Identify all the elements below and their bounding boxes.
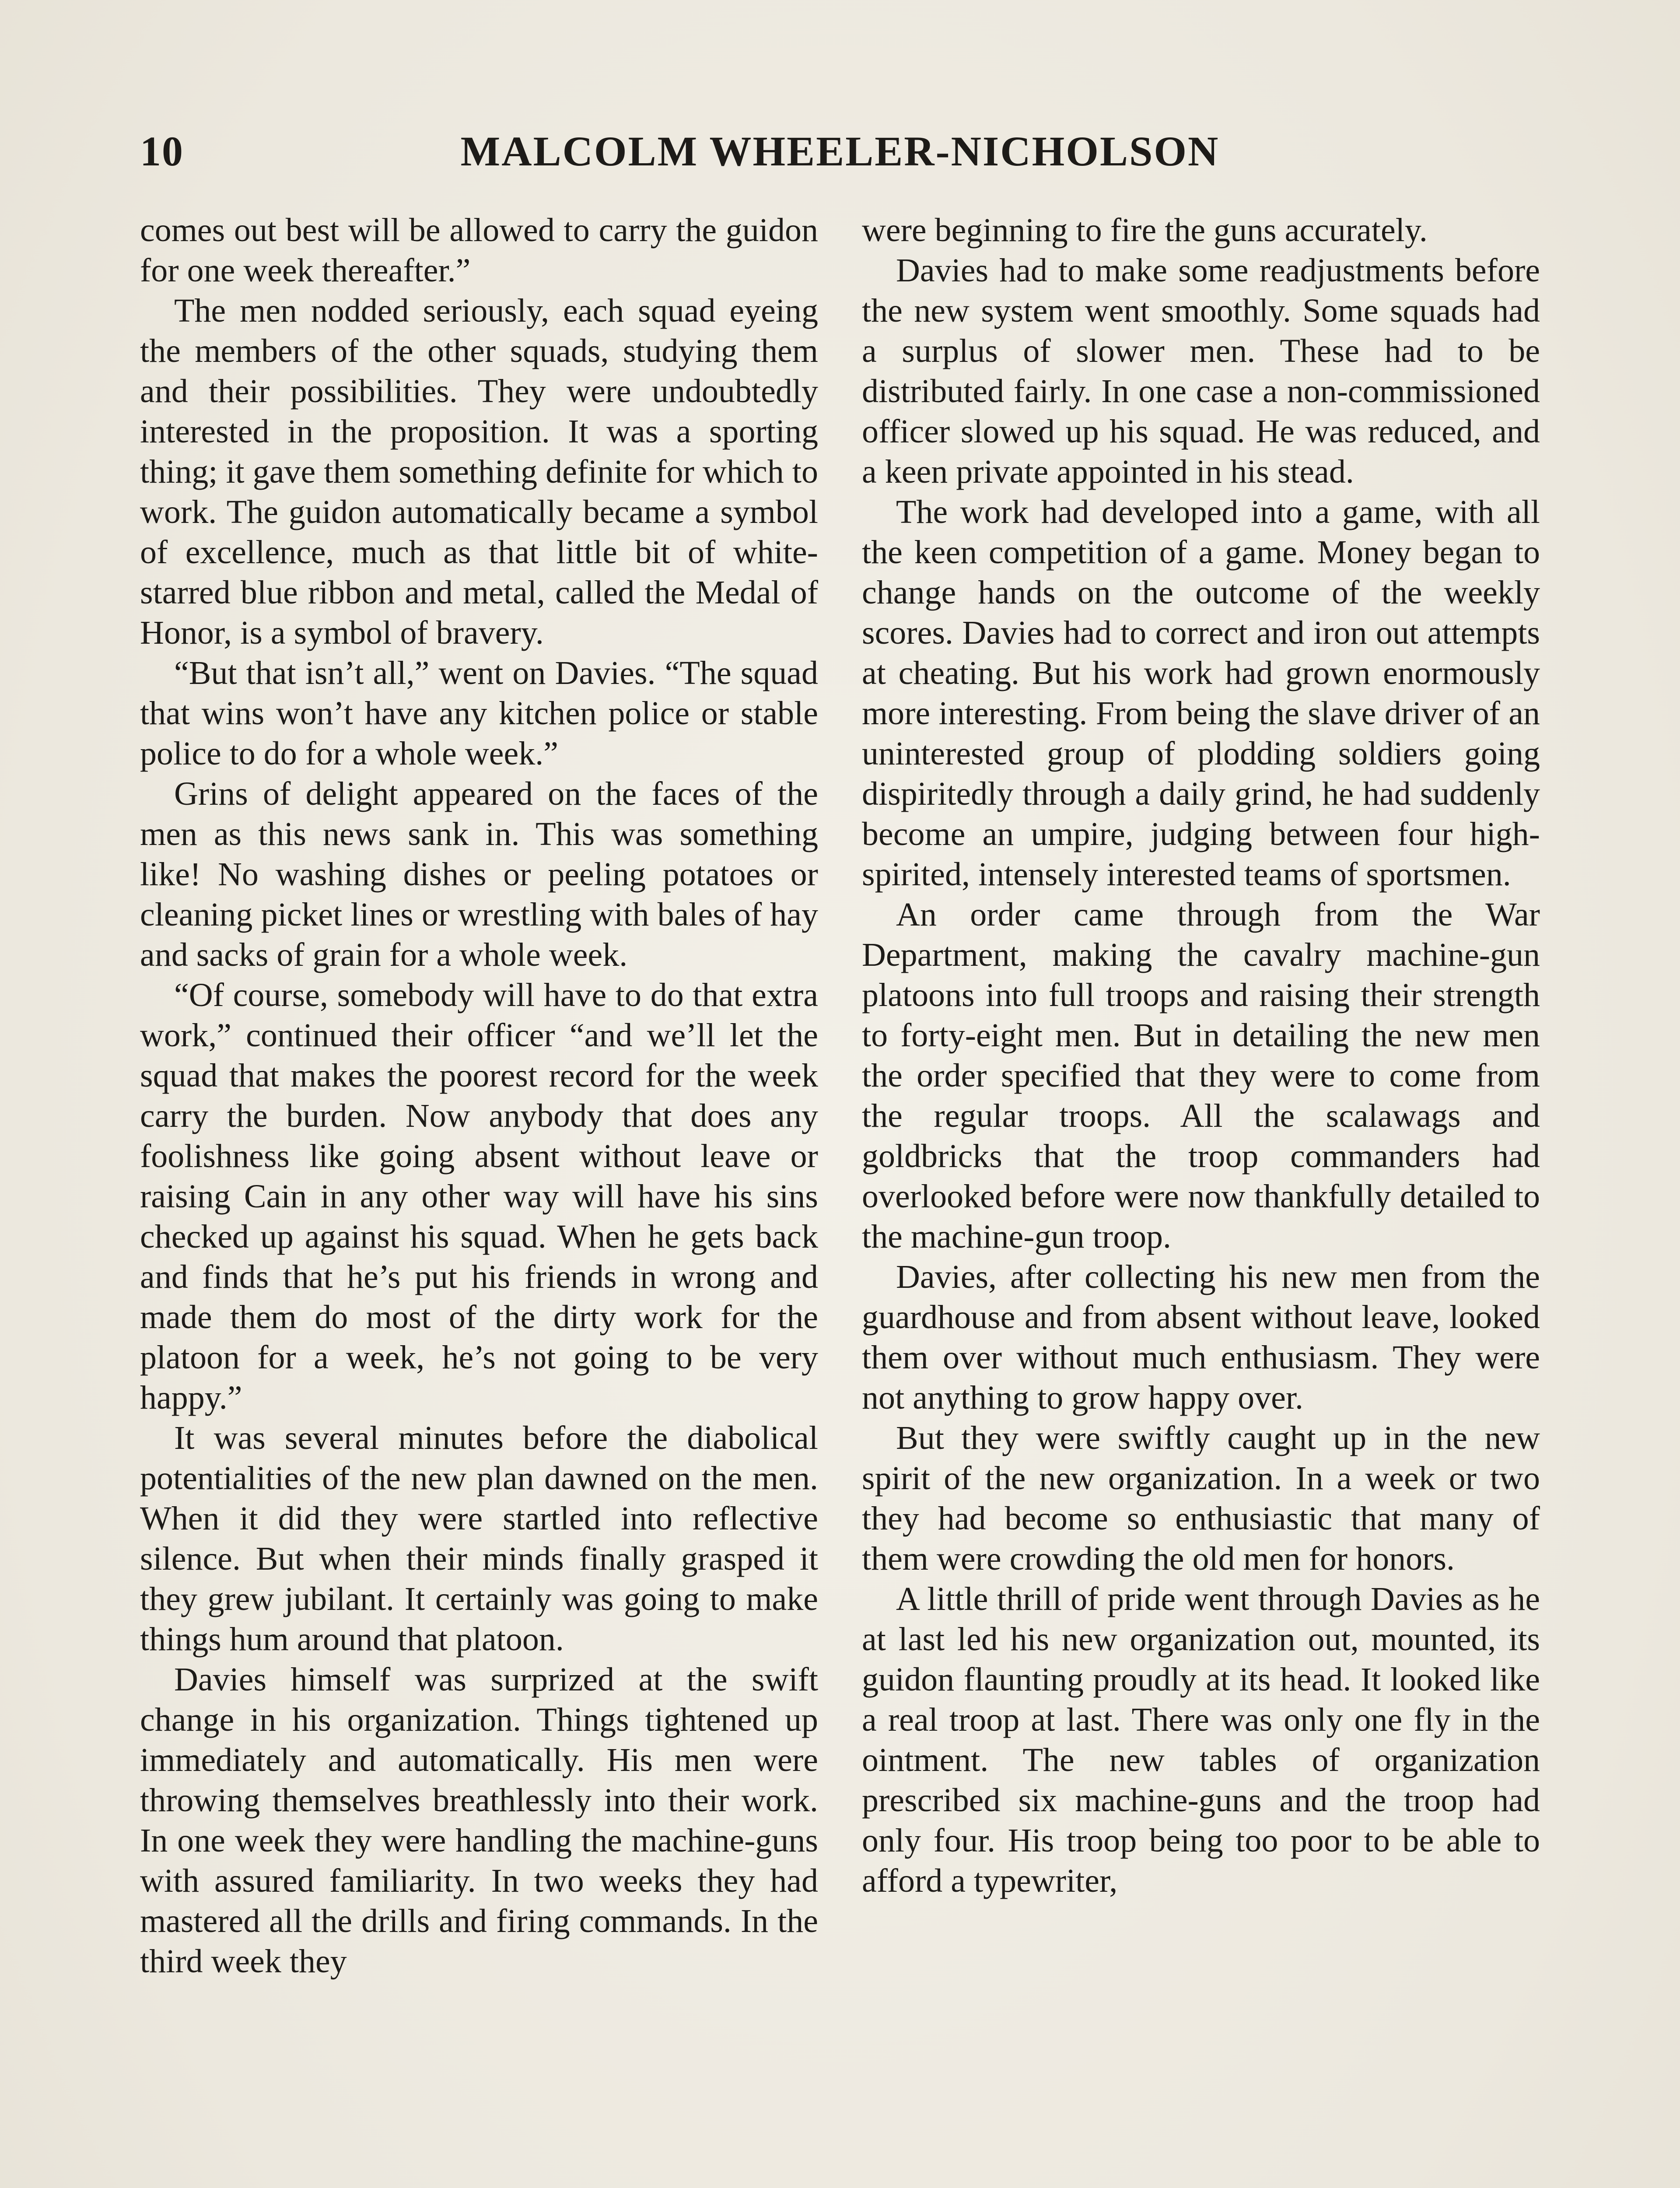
paragraph: “But that isn’t all,” went on Davies. “The squad that wins won’t have any kitchen police or stable police to do for a whole week.” — [140, 655, 818, 772]
page-number: 10 — [140, 128, 184, 175]
right-column — [862, 210, 1540, 2188]
paragraph: comes out best will be allowed to carry the guidon for one week thereafter.” — [140, 212, 818, 289]
paragraph: were beginning to fire the guns accurately. — [862, 212, 1428, 249]
paragraph: A little thrill of pride went through Davies as he at last led his new organization out, mounted, its guidon flaunting proudly at its head. It looked like a real troop at last. There was only one fly in the ointment. The new tables of organization prescribed six machine-guns and the troop had only four. His troop being too poor to be able to afford a typewriter, — [862, 1581, 1540, 1899]
paragraph: “Of course, somebody will have to do that extra work,” continued their officer “and we’ll let the squad that makes the poorest record for the week carry the burden. Now anybody that does any foolishness like going absent without leave or raising Cain in any other way will have his sins checked up against his squad. When he gets back and finds that he’s put his friends in wrong and made them do most of the dirty work for the platoon for a week, he’s not going to be very happy.” — [140, 977, 818, 1416]
paragraph: It was several minutes before the diabolical potentialities of the new plan dawned on the men. When it did they were startled into reflective silence. But when their minds finally grasped it they grew jubilant. It certainly was going to make things hum around that platoon. — [140, 1420, 818, 1658]
paragraph: The men nodded seriously, each squad eyeing the members of the other squads, studying them and their possibilities. They were undoubtedly interested in the proposition. It was a sporting thing; it gave them something definite for which to work. The guidon automatically became a symbol of excellence, much as that little bit of white-starred blue ribbon and metal, called the Medal of Honor, is a symbol of bravery. — [140, 292, 818, 651]
paragraph: Grins of delight appeared on the faces of the men as this news sank in. This was something like! No washing dishes or peeling potatoes or cleaning picket lines or wrestling with bales of hay and sacks of grain for a whole week. — [140, 775, 818, 973]
page-header — [140, 127, 1540, 179]
text-columns — [140, 210, 1540, 2188]
running-head: MALCOLM WHEELER-NICHOLSON — [460, 128, 1220, 175]
paragraph: Davies had to make some readjustments before the new system went smoothly. Some squads had a surplus of slower men. These had to be distributed fairly. In one case a non-commissioned officer slowed up his squad. He was reduced, and a keen private appointed in his stead. — [862, 252, 1540, 490]
left-column — [140, 210, 818, 2188]
paragraph: Davies himself was surprized at the swift change in his organization. Things tightened up immediately and automatically. His men were throwing themselves breathlessly into their work. In one week they were handling the machine-guns with assured familiarity. In two weeks they had mastered all the drills and firing commands. In the third week they — [140, 1661, 818, 1980]
paragraph: An order came through from the War Department, making the cavalry machine-gun platoons into full troops and raising their strength to forty-eight men. But in detailing the new men the order specified that they were to come from the regular troops. All the scalawags and goldbricks that the troop commanders had overlooked before were now thankfully detailed to the machine-gun troop. — [862, 896, 1540, 1255]
paragraph: The work had developed into a game, with all the keen competition of a game. Money began to change hands on the outcome of the weekly scores. Davies had to correct and iron out attempts at cheating. But his work had grown enormously more interesting. From being the slave driver of an uninterested group of plodding soldiers going dispiritedly through a daily grind, he had suddenly become an umpire, judging between four high-spirited, intensely interested teams of sportsmen. — [862, 494, 1540, 893]
paragraph: But they were swiftly caught up in the new spirit of the new organization. In a week or two they had become so enthusiastic that many of them were crowding the old men for honors. — [862, 1420, 1540, 1577]
paragraph: Davies, after collecting his new men from the guardhouse and from absent without leave, looked them over without much enthusiasm. They were not anything to grow happy over. — [862, 1259, 1540, 1416]
